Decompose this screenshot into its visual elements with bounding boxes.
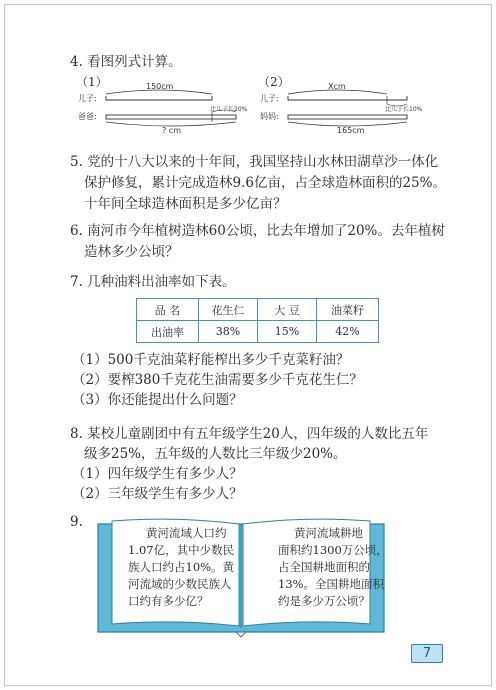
table-header-cell: 花生仁 [199,299,258,321]
q5-line3: 十年间全球造林面积是多少亿亩？ [84,196,287,212]
book-left-line5: 口约有多少亿？ [128,594,209,608]
book-right-line2: 面积约1300万公顷， [278,543,388,557]
q4-p2-mom-length: 165cm [337,126,365,135]
oil-yield-table [136,298,379,343]
q7-sub3: （3）你还能提出什么问题？ [72,392,243,408]
q7-sub1: （1）500千克油菜籽能榨出多少千克菜籽油？ [72,352,350,368]
q7-title: 7. 几种油料出油率如下表。 [70,274,236,290]
book-right-line1: 黄河流域耕地 [294,526,363,540]
table-header-cell: 品 名 [137,299,199,321]
q7-sub2: （2）要榨380千克花生油需要多少千克花生仁？ [72,372,363,388]
book-left-line2: 1.07亿，其中少数民 [128,543,235,557]
q4-p1-son-label: 儿子: [78,94,97,103]
q5-line1: 5. 党的十八大以来的十年间，我国坚持山水林田湖草沙一体化 [70,154,439,170]
book-right-line3: 占全国耕地面积的 [278,560,370,574]
q4-part2-label: （2） [258,75,290,89]
book-left-line3: 族人口约占10%。黄 [128,560,235,574]
table-header-row [137,299,379,321]
table-header-cell: 大 豆 [258,299,317,321]
q4-p1-note: 比儿子长20% [210,106,248,113]
q4-title: 4. 看图列式计算。 [70,54,182,70]
table-cell: 15% [258,321,317,343]
q9-number: 9. [70,514,83,530]
table-cell: 出油率 [137,321,199,343]
q8-line1: 8. 某校儿童剧团中有五年级学生20人，四年级的人数比五年 [70,426,429,442]
book-right-line5: 约是多少万公顷？ [278,594,370,608]
q8-line2: 级多25%，五年级的人数比三年级少20%。 [84,446,347,462]
q8-sub2: （2）三年级学生有多少人？ [72,486,243,502]
q4-part1-label: （1） [76,75,108,89]
book-left-line1: 黄河流域人口约 [146,526,227,540]
q4-p2-son-length: Xcm [328,82,346,91]
q4-p1-dad-length: ? cm [162,126,181,135]
q4-p2-son-label: 儿子: [260,94,279,103]
q4-p1-son-length: 150cm [146,82,174,91]
q8-sub1: （1）四年级学生有多少人？ [72,466,243,482]
q5-line2: 保护修复，累计完成造林9.6亿亩，占全球造林面积的25%。 [84,175,446,191]
book-left-line4: 河流域的少数民族人 [128,577,232,591]
table-cell: 42% [317,321,379,343]
q6-line2: 造林多少公顷？ [84,244,179,260]
page-number-badge: 7 [411,644,443,663]
table-row [137,321,379,343]
q4-p1-dad-label: 爸爸: [78,112,97,121]
table-header-cell: 油菜籽 [317,299,379,321]
table-cell: 38% [199,321,258,343]
q4-diagram-1 [0,0,496,140]
book-right-line4: 13%。全国耕地面积 [278,577,385,591]
q6-line1: 6. 南河市今年植树造林60公顷，比去年增加了20%。去年植树 [70,223,445,239]
q4-p2-note: 比儿子长10% [385,106,423,113]
q4-p2-mom-label: 妈妈: [260,112,279,121]
